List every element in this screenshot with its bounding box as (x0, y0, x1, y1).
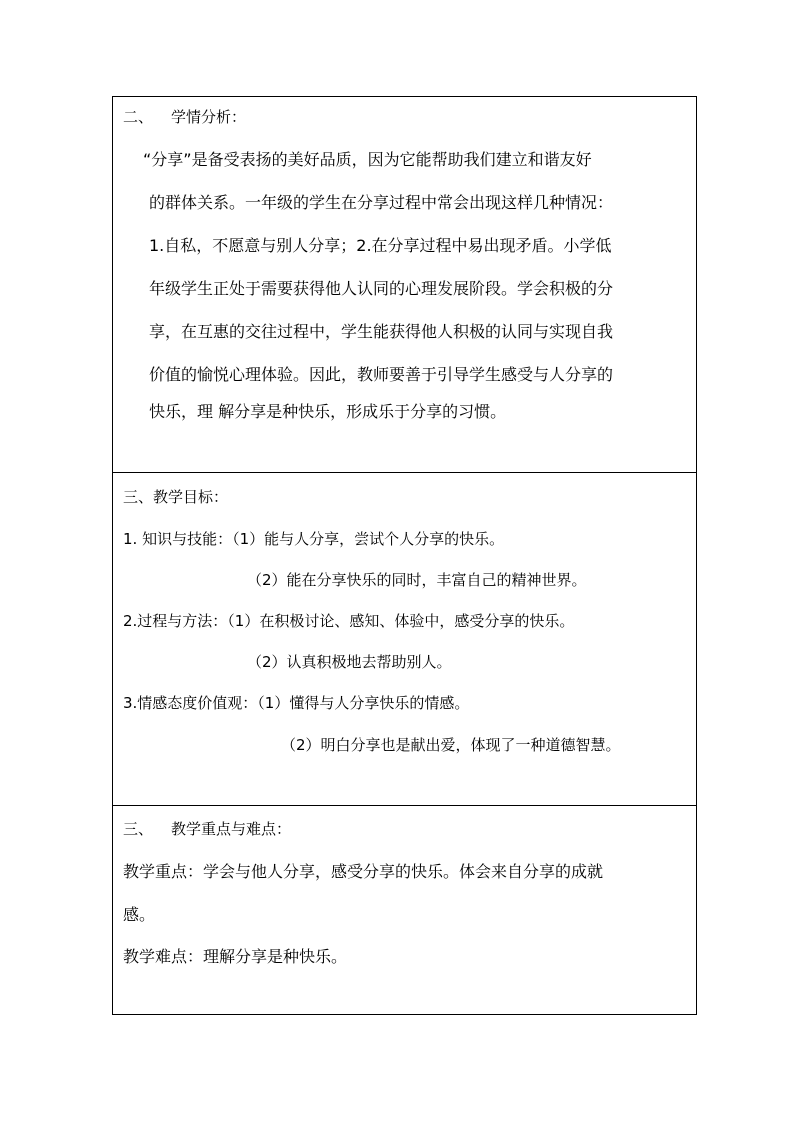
lesson-plan-table (112, 96, 697, 1015)
objective-item: （2）明白分享也是献出爱，体现了一种道德智慧。 (281, 736, 621, 754)
heading-text: 学情分析： (171, 108, 247, 126)
section-heading (123, 819, 291, 839)
objective-item: 1. 知识与技能：（1）能与人分享，尝试个人分享的快乐。 (123, 530, 505, 548)
key-point-line: 教学重点：学会与他人分享，感受分享的快乐。体会来自分享的成就 (123, 862, 604, 881)
section-teaching-objectives (113, 473, 696, 806)
section-heading: 三、教学目标： (123, 488, 229, 506)
paragraph-line: 年级学生正处于需要获得他人认同的心理发展阶段。学会积极的分 (149, 279, 614, 298)
paragraph-line: 享，在互惠的交往过程中，学生能获得他人积极的认同与实现自我 (149, 322, 614, 341)
difficulty-line: 教学难点：理解分享是种快乐。 (123, 947, 348, 966)
objective-item: （2）认真积极地去帮助别人。 (247, 653, 452, 671)
objective-item: 3.情感态度价值观：（1）懂得与人分享快乐的情感。 (123, 694, 470, 712)
heading-text: 教学重点与难点： (171, 820, 292, 838)
section-key-points (113, 806, 696, 1014)
paragraph-line: “分享”是备受表扬的美好品质，因为它能帮助我们建立和谐友好 (143, 150, 592, 169)
objective-item: 2.过程与方法：（1）在积极讨论、感知、体验中，感受分享的快乐。 (123, 612, 575, 630)
paragraph-line: 1.自私，不愿意与别人分享；2.在分享过程中易出现矛盾。小学低 (149, 236, 612, 255)
objective-item: （2）能在分享快乐的同时，丰富自己的精神世界。 (247, 571, 587, 589)
section-learning-analysis (113, 97, 696, 473)
paragraph-line: 快乐，理 解分享是种快乐，形成乐于分享的习惯。 (149, 402, 507, 421)
paragraph-line: 的群体关系。一年级的学生在分享过程中常会出现这样几种情况： (149, 193, 614, 212)
key-point-line: 感。 (123, 905, 156, 924)
heading-number: 二、 (123, 108, 154, 126)
heading-number: 三、 (123, 820, 154, 838)
paragraph-line: 价值的愉悦心理体验。因此，教师要善于引导学生感受与人分享的 (149, 365, 614, 384)
section-heading (123, 107, 246, 127)
